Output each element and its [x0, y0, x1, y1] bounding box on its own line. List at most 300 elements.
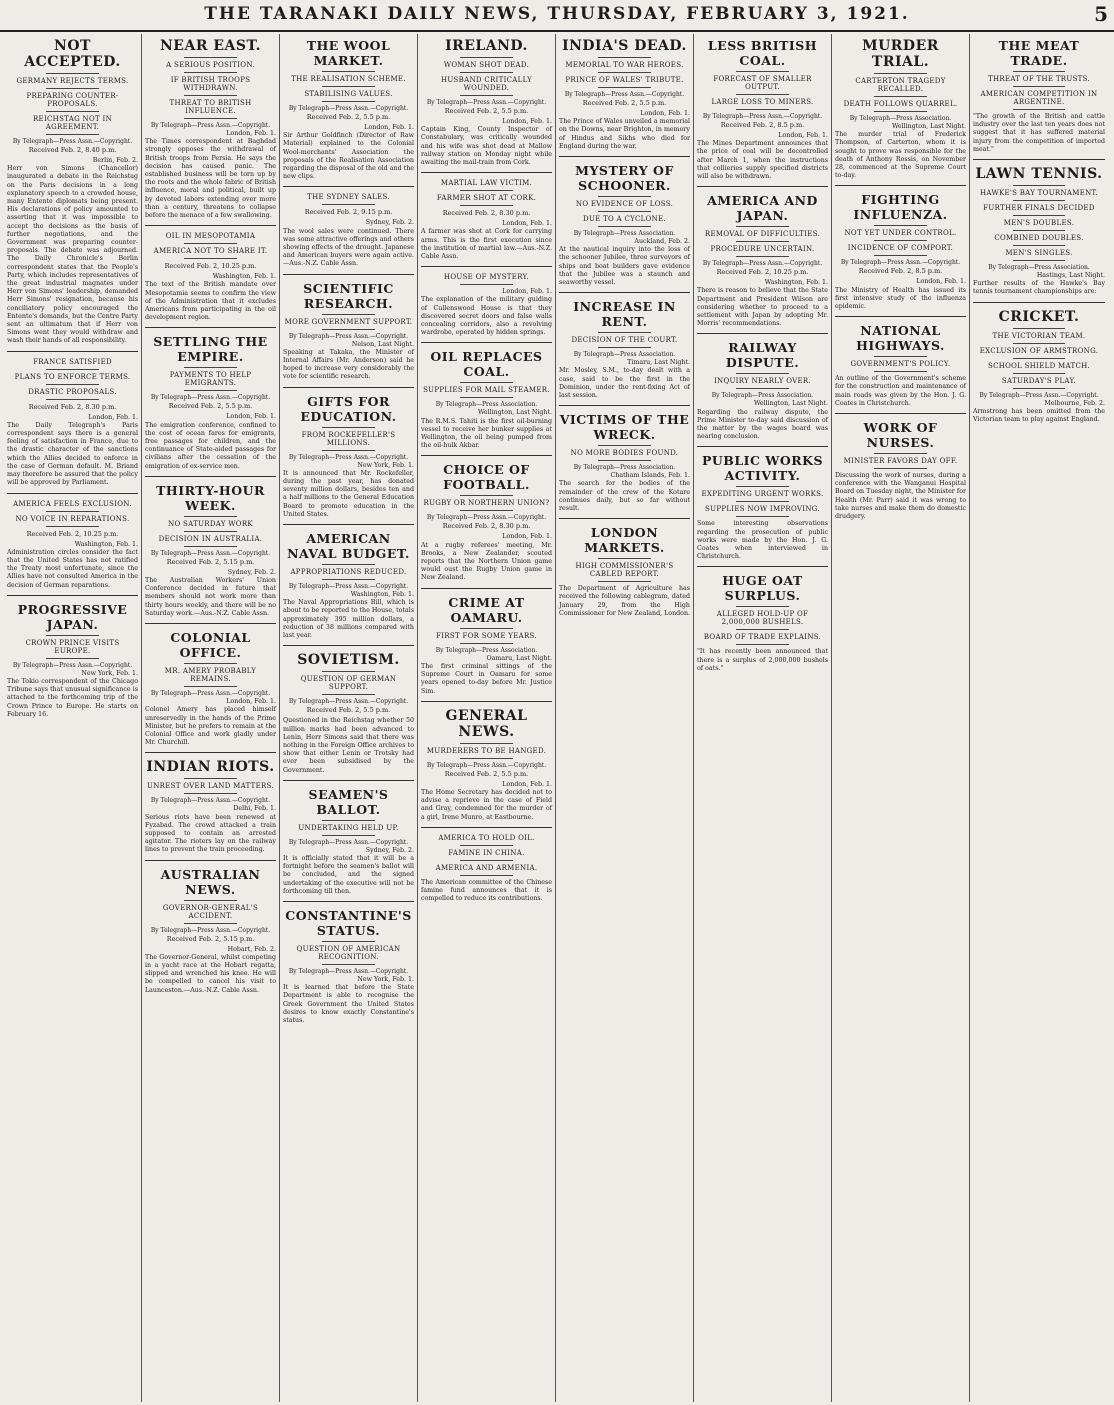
- article-headline: MYSTERY OF SCHOONER.: [575, 163, 674, 194]
- sub-rule: [46, 134, 98, 135]
- article-headline: AMERICAN NAVAL BUDGET.: [287, 531, 410, 562]
- article-body: London, Feb. 1. At a rugby referees' meeting, Mr. Brooks, a New Zealander, scouted reports that the Northern Union game would oust the Rugby Union game in New Zealand.: [421, 533, 552, 582]
- dateline: London, Feb. 1.: [502, 533, 552, 541]
- sub-headline: STABILISING VALUES.: [304, 90, 393, 98]
- article-body: Wellington, Last Night. Regarding the railway dispute, the Prime Minister to-day said discussion of the matter by the wages board was nearing conclusion.: [697, 400, 828, 441]
- sub-rule: [460, 845, 512, 846]
- headline-rule: [598, 558, 650, 559]
- sub-rule: [46, 88, 98, 89]
- article-body: Melbourne, Feb. 2. Armstrong has been omitted from the Victorian team to play against England.: [973, 399, 1105, 424]
- sub-rule: [322, 694, 374, 695]
- sub-headline: A SERIOUS POSITION.: [166, 61, 255, 69]
- article: [421, 462, 552, 588]
- column-2: [142, 34, 280, 1402]
- article: [835, 323, 966, 414]
- dateline: London, Feb. 1.: [916, 278, 966, 286]
- credit-line: By Telegraph—Press Assn.—Copyright.: [150, 394, 271, 402]
- sub-rule: [1013, 230, 1066, 231]
- article: [145, 232, 276, 328]
- article: [283, 531, 414, 646]
- article: [7, 38, 138, 352]
- dateline: London, Feb. 1.: [640, 110, 690, 117]
- credit-line: By Telegraph—Press Assn.—Copyright.: [12, 661, 133, 669]
- sub-headline: REICHSTAG NOT IN AGREEMENT.: [32, 115, 112, 131]
- article-body: Berlin, Feb. 2. Herr von Simons (Chancellor) inaugurated a debate in the Reichstag on the Paris decisions in a long explanatory speech to a crowded house, many Entente diplomats being present. His declarations of policy amounted to asserting that it was impossible to accept the decisions as the basis of further negotiations, and the Government was preparing counter-proposals. The debate was adjourned. The Daily Chronicle's Berlin correspondent states that the People's Party, which includes representatives of the great industrial magnates under Herr von Simons' leadership, demanded Herr Simons' resignation, because his conciliatory policy encouraged the Entente's demands, but the Centre Party sent an ultimatum that if Herr von Simons went they would withdraw and wash their hands of all responsibility.: [7, 157, 138, 345]
- sub-headline: HIGH COMMISSIONER'S CABLED REPORT.: [575, 562, 674, 579]
- credit-line: By Telegraph—Press Assn.—Copyright.: [150, 797, 271, 805]
- article-divider: [559, 156, 690, 157]
- received-line: Received Feb. 2, 5.5 p.m.: [444, 769, 529, 778]
- dateline: Chatham Islands, Feb. 1.: [610, 472, 690, 480]
- masthead-title: THE TARANAKI DAILY NEWS, THURSDAY, FEBRUARY 3, 1921.: [204, 4, 910, 24]
- credit-line: By Telegraph—Press Assn.—Copyright.: [702, 113, 823, 120]
- sub-headline: DUE TO A CYCLONE.: [583, 215, 666, 224]
- article-headline: SCIENTIFIC RESEARCH.: [303, 280, 394, 311]
- sub-rule: [1013, 260, 1066, 261]
- received-line: Received Feb. 2, 5.5 p.m.: [168, 402, 253, 411]
- article: [697, 193, 828, 334]
- article-headline: NEAR EAST.: [160, 38, 261, 54]
- sub-headline: NOT YET UNDER CONTROL.: [844, 229, 957, 238]
- sub-rule: [736, 94, 788, 95]
- article-divider: [835, 185, 966, 186]
- article: [283, 38, 414, 187]
- sub-headline: INQUIRY NEARLY OVER.: [713, 377, 812, 386]
- credit-line: By Telegraph—Press Assn.—Copyright.: [288, 698, 409, 706]
- sub-rule: [598, 347, 650, 348]
- article-divider: [283, 274, 414, 275]
- article-divider: [421, 588, 552, 589]
- sub-headline: AMERICA TO HOLD OIL.: [438, 833, 535, 842]
- sub-headline: FROM ROCKEFELLER'S MILLIONS.: [301, 430, 396, 447]
- sub-headline: OIL IN MESOPOTAMIA: [165, 232, 256, 241]
- dateline: London, Feb. 1.: [502, 118, 552, 125]
- credit-line: By Telegraph—Press Association.: [435, 646, 538, 654]
- headline-rule: [322, 564, 374, 565]
- sub-rule: [736, 644, 788, 645]
- dateline: London, Feb. 1.: [502, 288, 552, 296]
- headline-rule: [460, 495, 512, 496]
- sub-rule: [184, 390, 236, 391]
- sub-headline: MURDERERS TO BE HANGED.: [426, 746, 547, 755]
- sub-rule: [598, 581, 650, 582]
- sub-headline: APPROPRIATIONS REDUCED.: [290, 568, 407, 577]
- article-divider: [145, 623, 276, 624]
- article-body: Sydney, Feb. 2. The wool sales were continued. There was some attractive offerings and others showing effects of the drought. Japanese and American buyers were again active.—Aus.-N.Z. Cable Assn.: [283, 219, 414, 268]
- article-headline: MURDER TRIAL.: [862, 38, 939, 70]
- headline-rule: [460, 628, 512, 629]
- sub-rule: [874, 468, 926, 469]
- dateline: London, Feb. 1.: [502, 220, 552, 228]
- received-line: Received Feb. 2, 5.5 p.m.: [444, 107, 529, 115]
- sub-headline: THREAT OF THE TRUSTS.: [987, 75, 1091, 83]
- credit-line: By Telegraph—Press Association.: [849, 115, 952, 122]
- article-divider: [421, 701, 552, 702]
- column-4: [418, 34, 556, 1402]
- credit-line: By Telegraph—Press Assn.—Copyright.: [702, 260, 823, 268]
- sub-headline: PAYMENTS TO HELP EMIGRANTS.: [169, 371, 252, 388]
- received-line: Received Feb. 2, 5.5 p.m.: [306, 113, 391, 121]
- article-body: Wellington, Last Night. The R.M.S. Tahiti is the first oil-burning vessel to receive her bunker supplies at Wellington, the oil being pumped from the oil-hulk Akbar.: [421, 409, 552, 450]
- sub-headline: AMERICA NOT TO SHARE IT.: [153, 247, 268, 256]
- article-body: Washington, Feb. 1. The text of the British mandate over Mesopotamia seems to confirm the view of the Administration that it excludes Americans from participating in the oil development region.: [145, 273, 276, 322]
- article: [697, 38, 828, 187]
- article-body: Auckland, Feb. 2. At the nautical inquiry into the loss of the schooner Jubilee, three surveyors of ships and boat builders gave evidence that the Jubilee was a staunch and seaworthy vessel.: [559, 238, 690, 287]
- sub-headline: FURTHER FINALS DECIDED: [983, 204, 1095, 213]
- sub-headline: MINISTER FAVORS DAY OFF.: [843, 457, 958, 466]
- columns-container: [4, 34, 1110, 1402]
- dateline: Wellington, Last Night.: [753, 400, 828, 408]
- column-5: [556, 34, 694, 1402]
- sub-rule: [460, 510, 512, 511]
- article-headline: HUGE OAT SURPLUS.: [722, 573, 803, 604]
- sub-headline: QUESTION OF GERMAN SUPPORT.: [300, 675, 397, 692]
- credit-line: By Telegraph—Press Assn.—Copyright.: [288, 105, 409, 112]
- sub-rule: [184, 793, 236, 794]
- sub-rule: [598, 87, 650, 88]
- sub-rule: [460, 284, 512, 285]
- article: [973, 166, 1105, 303]
- article-divider: [559, 405, 690, 406]
- sub-headline: HUSBAND CRITICALLY WOUNDED.: [440, 76, 533, 92]
- article-body: London, Feb. 1. Sir Arthur Goldfinch (Director of Raw Material) explained to the Colonial Wool-merchants' Association the proposals of the Realisation Association regarding the disposal of the old and the new clips.: [283, 124, 414, 181]
- article-headline: INDIA'S DEAD.: [562, 38, 687, 54]
- sub-headline: HAWKE'S BAY TOURNAMENT.: [979, 189, 1099, 198]
- dateline: New York, Feb. 1.: [357, 975, 414, 983]
- article-headline: RAILWAY DISPUTE.: [725, 340, 800, 371]
- article: [421, 273, 552, 343]
- received-line: Received Feb. 2, 8.5 p.m.: [858, 267, 943, 276]
- article-divider: [697, 446, 828, 447]
- sub-headline: MEN'S DOUBLES.: [1003, 219, 1075, 228]
- credit-line: By Telegraph—Press Assn.—Copyright.: [288, 583, 409, 591]
- article: [559, 525, 690, 618]
- article-divider: [421, 455, 552, 456]
- sub-rule: [184, 72, 236, 73]
- received-line: Received Feb. 2, 9.15 p.m.: [304, 208, 393, 217]
- sub-rule: [460, 758, 512, 759]
- dateline: London, Feb. 1.: [502, 780, 552, 788]
- sub-headline: CROWN PRINCE VISITS EUROPE.: [25, 638, 120, 655]
- article-body: New York, Feb. 1. It is learned that before the State Department is able to recognise the Greek Government the United States desires to know exactly Constantine's status.: [283, 975, 414, 1024]
- headline-rule: [874, 73, 926, 74]
- article: [421, 708, 552, 828]
- article-body: London, Feb. 1. The emigration conference, confined to the cost of ocean fares for emigrants, free passages for children, and the continuance of State-aided passages for civilians after the cessation of the emigration of ex-service men.: [145, 413, 276, 470]
- article: [559, 38, 690, 157]
- sub-rule: [460, 397, 512, 398]
- headline-rule: [598, 445, 650, 446]
- article-headline: CHOICE OF FOOTBALL.: [443, 462, 530, 493]
- article-divider: [283, 901, 414, 902]
- article-headline: LAWN TENNIS.: [975, 166, 1103, 183]
- headline-rule: [736, 226, 788, 227]
- article: [973, 38, 1105, 160]
- article-headline: GIFTS FOR EDUCATION.: [300, 393, 397, 424]
- article-headline: COLONIAL OFFICE.: [170, 630, 251, 661]
- article-body: Washington, Feb. 1. The Naval Appropriations Bill, which is about to be reported to the House, totals approximately 395 million dollars, a reduction of 38 millions compared with last year.: [283, 591, 414, 640]
- article-body: London, Feb. 1. The Home Secretary has decided not to advise a reprieve in the case of Field and Gray, condemned for the murder of a girl, Irene Munro, at Eastbourne.: [421, 780, 552, 821]
- article-divider: [697, 333, 828, 334]
- article-body: Washington, Feb. 1. Administration circles consider the fact that the United States has not ratified the Treaty most unfortunate, since the Allies have not consulted America in the decision of German reparations.: [7, 540, 138, 589]
- dateline: Timaru, Last Night.: [627, 359, 690, 367]
- sub-headline: MEMORIAL TO WAR HEROES.: [565, 61, 684, 69]
- article: [835, 38, 966, 186]
- dateline: Hastings, Last Night.: [1036, 272, 1105, 280]
- article-headline: GENERAL NEWS.: [445, 707, 528, 740]
- article-headline: CRICKET.: [998, 308, 1080, 325]
- dateline: London, Feb. 1.: [778, 132, 828, 139]
- sub-headline: UNDERTAKING HELD UP.: [298, 823, 399, 832]
- headline-rule: [460, 57, 512, 58]
- received-line: Received Feb. 2, 5.15 p.m.: [166, 557, 255, 566]
- sub-rule: [46, 526, 98, 527]
- article-divider: [7, 351, 138, 352]
- article-headline: AMERICA AND JAPAN.: [707, 193, 818, 224]
- headline-rule: [736, 373, 788, 374]
- article-body: The American committee of the Chinese famine fund announces that it is compelled to reduce its contributions.: [421, 878, 552, 903]
- article: [559, 299, 690, 406]
- column-3: [280, 34, 418, 1402]
- article-divider: [145, 476, 276, 477]
- article-body: London, Feb. 1. The explanation of the military guiding of Cullenswood House is that they discovered secret doors and false walls concealing corridors, also a revolving wardrobe, operated by hidden springs.: [421, 288, 552, 337]
- article-headline: THE WOOL MARKET.: [306, 38, 391, 68]
- sub-rule: [184, 258, 236, 259]
- sub-rule: [184, 923, 236, 924]
- dateline: New York, Feb. 1.: [357, 461, 414, 469]
- article: [835, 420, 966, 521]
- sub-headline: MR. AMERY PROBABLY REMAINS.: [164, 667, 257, 684]
- sub-headline: PLANS TO ENFORCE TERMS.: [14, 372, 131, 381]
- dateline: Auckland, Feb. 2.: [634, 238, 690, 246]
- headline-rule: [322, 71, 374, 72]
- article: [283, 193, 414, 274]
- article-headline: AUSTRALIAN NEWS.: [160, 866, 261, 897]
- sub-headline: EXCLUSION OF ARMSTRONG.: [979, 346, 1099, 355]
- credit-line: By Telegraph—Press Assn.—Copyright.: [426, 761, 547, 769]
- sub-rule: [460, 875, 512, 876]
- sub-rule: [460, 95, 512, 96]
- article-divider: [145, 860, 276, 861]
- received-line: Received Feb. 2, 5.5 p.m.: [306, 706, 391, 715]
- headline-rule: [46, 635, 98, 636]
- sub-rule: [598, 72, 650, 73]
- dateline: New York, Feb. 1.: [81, 669, 138, 677]
- article-body: Discussing the work of nurses, during a conference with the Wanganui Hospital Board on Tuesday night, the Minister for Health (Mr. Parr) said it was wrong to take nurses and make them do domestic drudgery.: [835, 472, 966, 521]
- sub-rule: [322, 101, 374, 102]
- article-divider: [973, 159, 1105, 160]
- credit-line: By Telegraph—Press Assn.—Copyright.: [840, 259, 961, 267]
- article-divider: [697, 566, 828, 567]
- sub-rule: [736, 109, 788, 110]
- sub-rule: [46, 369, 98, 370]
- article-divider: [7, 493, 138, 494]
- credit-line: By Telegraph—Press Assn.—Copyright.: [564, 91, 685, 98]
- dateline: London, Feb. 1.: [226, 130, 276, 137]
- headline-rule: [322, 820, 374, 821]
- dateline: Washington, Feb. 1.: [350, 591, 414, 599]
- dateline: Sydney, Feb. 2.: [365, 219, 414, 227]
- headline-rule: [322, 941, 374, 942]
- article-headline: SEAMEN'S BALLOT.: [308, 786, 389, 817]
- sub-headline: QUESTION OF AMERICAN RECOGNITION.: [296, 944, 401, 961]
- headline-rule: [874, 453, 926, 454]
- dateline: Washington, Feb. 1.: [764, 279, 828, 287]
- sub-rule: [874, 111, 926, 112]
- article: [7, 602, 138, 719]
- sub-rule: [184, 686, 236, 687]
- sub-rule: [460, 643, 512, 644]
- article-body: Oamaru, Last Night. The first criminal sittings of the Supreme Court in Oamaru for some years opened to-day before Mr. Justice Sim.: [421, 654, 552, 695]
- received-line: Received Feb. 2, 5.15 p.m.: [166, 934, 255, 943]
- sub-headline: FAMINE IN CHINA.: [448, 848, 525, 857]
- article-body: Timaru, Last Night. Mr. Mosley, S.M., to-day dealt with a case, said to be the first in the Dominion, under the rent-fixing Act of last session.: [559, 359, 690, 400]
- dateline: Hobart, Feb. 2.: [227, 945, 276, 953]
- sub-rule: [1013, 109, 1066, 110]
- article-divider: [973, 302, 1105, 303]
- article-headline: NOT ACCEPTED.: [24, 38, 121, 70]
- credit-line: By Telegraph—Press Assn.—Copyright.: [426, 514, 547, 522]
- headline-rule: [46, 73, 98, 74]
- sub-headline: NO EVIDENCE OF LOSS.: [575, 200, 674, 209]
- article-divider: [145, 225, 276, 226]
- sub-headline: FARMER SHOT AT CORK.: [436, 194, 537, 203]
- headline-rule: [184, 778, 236, 779]
- headline-rule: [736, 606, 788, 607]
- article-headline: INCREASE IN RENT.: [573, 299, 676, 330]
- sub-headline: ALLEGED HOLD-UP OF 2,000,000 BUSHELS.: [716, 610, 809, 627]
- sub-headline: MEN'S SINGLES.: [1005, 249, 1073, 258]
- headline-rule: [184, 367, 236, 368]
- sub-rule: [322, 450, 374, 451]
- sub-headline: FRANCE SATISFIED: [33, 357, 112, 366]
- sub-headline: GOVERNOR-GENERAL'S ACCIDENT.: [162, 903, 259, 920]
- masthead: [0, 0, 1114, 32]
- article: [421, 834, 552, 904]
- sub-headline: UNREST OVER LAND MATTERS.: [147, 782, 274, 791]
- sub-rule: [1013, 86, 1066, 87]
- sub-headline: THE SYDNEY SALES.: [307, 193, 390, 202]
- sub-rule: [322, 329, 374, 330]
- article-body: Sydney, Feb. 2. The Australian Workers' Union Conference decided in future that members should not work more than thirty hours weekly, and there will be no Saturday work.—Aus.-N.Z. Cable Assn.: [145, 568, 276, 617]
- headline-rule: [598, 332, 650, 333]
- article: [145, 483, 276, 624]
- credit-line: By Telegraph—Press Association.: [573, 351, 676, 359]
- dateline: London, Feb. 1.: [226, 698, 276, 706]
- sub-rule: [598, 460, 650, 461]
- article: [145, 630, 276, 753]
- received-line: Received Feb. 2, 8.30 p.m.: [442, 209, 531, 218]
- article-divider: [283, 387, 414, 388]
- article: [973, 309, 1105, 425]
- article-divider: [421, 172, 552, 173]
- credit-line: By Telegraph—Press Assn.—Copyright.: [288, 453, 409, 461]
- article: [559, 412, 690, 519]
- dateline: Washington, Feb. 1.: [74, 540, 138, 548]
- credit-line: By Telegraph—Press Assn.—Copyright.: [288, 332, 409, 340]
- article-headline: THIRTY-HOUR WEEK.: [156, 482, 265, 513]
- sub-rule: [874, 240, 926, 241]
- sub-headline: SCHOOL SHIELD MATCH.: [987, 361, 1091, 370]
- received-line: Received Feb. 2, 10.25 p.m.: [26, 529, 119, 538]
- article-body: London, Feb. 1. The Daily Telegraph's Paris correspondent says there is a general feeling of satisfaction in France, due to the drastic character of the sanctions which the Allies decided to enforce in the case of German default. M. Briand may therefore be assured that the policy will be approved by Parliament.: [7, 413, 138, 487]
- article: [283, 394, 414, 525]
- sub-rule: [736, 516, 788, 517]
- sub-rule: [46, 399, 98, 400]
- article: [7, 500, 138, 596]
- sub-rule: [460, 205, 512, 206]
- article-body: An outline of the Government's scheme for the construction and maintenance of main roads was given by the Hon. J. G. Coates in Christchurch.: [835, 375, 966, 407]
- article: [421, 595, 552, 702]
- sub-headline: CARTERTON TRAGEDY RECALLED.: [855, 77, 946, 93]
- credit-line: By Telegraph—Press Association.: [573, 464, 676, 472]
- sub-headline: PROCEDURE UNCERTAIN.: [710, 245, 815, 254]
- article-divider: [835, 413, 966, 414]
- article: [283, 652, 414, 780]
- dateline: London, Feb. 1.: [226, 413, 276, 421]
- headline-rule: [598, 57, 650, 58]
- article-divider: [559, 292, 690, 293]
- sub-headline: DRASTIC PROPOSALS.: [28, 387, 117, 396]
- sub-rule: [460, 72, 512, 73]
- article-body: Delhi, Feb. 1. Serious riots have been renewed at Fyzabad. The crowd attacked a train supposed to contain an arrested agitator. The rioters lay on the railway lines to prevent the train proceeding.: [145, 805, 276, 854]
- credit-line: By Telegraph—Press Assn.—Copyright.: [979, 391, 1099, 399]
- credit-line: By Telegraph—Press Association.: [435, 401, 538, 409]
- sub-rule: [460, 190, 512, 191]
- sub-rule: [184, 531, 236, 532]
- sub-rule: [1013, 343, 1066, 344]
- article-body: New York, Feb. 1. The Tokio correspondent of the Chicago Tribune says that unusual significance is attached to the forthcoming trip of the Crown Prince to Europe. He starts on February 16.: [7, 669, 138, 718]
- sub-rule: [736, 241, 788, 242]
- sub-rule: [460, 860, 512, 861]
- sub-headline: EXPEDITING URGENT WORKS.: [701, 490, 824, 499]
- article-divider: [421, 827, 552, 828]
- article-body: London, Feb. 1. The Prince of Wales unveiled a memorial on the Downs, near Brighton, in memory of Hindus and Sikhs who died for England during the war.: [559, 110, 690, 150]
- article: [697, 340, 828, 447]
- article: [283, 787, 414, 902]
- sub-rule: [1013, 245, 1066, 246]
- article-headline: SETTLING THE EMPIRE.: [153, 334, 268, 365]
- column-1: [4, 34, 142, 1402]
- sub-headline: BOARD OF TRADE EXPLAINS.: [703, 633, 822, 642]
- sub-rule: [184, 546, 236, 547]
- article: [283, 281, 414, 388]
- received-line: Received Feb. 2, 8.30 p.m.: [442, 522, 531, 531]
- article-divider: [421, 266, 552, 267]
- article: [421, 349, 552, 456]
- sub-rule: [736, 388, 788, 389]
- sub-headline: THE VICTORIAN TEAM.: [992, 331, 1086, 340]
- article-divider: [697, 186, 828, 187]
- article-divider: [559, 518, 690, 519]
- sub-rule: [1013, 373, 1066, 374]
- headline-rule: [322, 314, 374, 315]
- sub-rule: [184, 95, 236, 96]
- article: [145, 759, 276, 860]
- article-body: Sydney, Feb. 2. It is officially stated that it will be a fortnight before the seamen's ballot will be concluded, and the signed undertaking of the executive will not be forthcoming till then.: [283, 846, 414, 895]
- dateline: London, Feb. 1.: [88, 413, 138, 421]
- dateline: Sydney, Feb. 2.: [365, 846, 414, 854]
- article-body: Hastings, Last Night. Further results of the Hawke's Bay tennis tournament championships are:: [973, 272, 1105, 296]
- dateline: Berlin, Feb. 2.: [92, 157, 138, 164]
- sub-headline: NO SATURDAY WORK: [168, 519, 253, 528]
- sub-headline: INCIDENCE OF COMPORT.: [847, 244, 954, 253]
- received-line: Received Feb. 2, 8.30 p.m.: [28, 402, 117, 411]
- article: [145, 867, 276, 995]
- sub-rule: [1013, 388, 1066, 389]
- dateline: Sydney, Feb. 2.: [227, 568, 276, 576]
- page-number: 5: [1094, 2, 1108, 26]
- article-body: Some interesting observations regarding the prosecution of public works were made by the Hon. J. G. Coates when interviewed in Christchurch.: [697, 520, 828, 561]
